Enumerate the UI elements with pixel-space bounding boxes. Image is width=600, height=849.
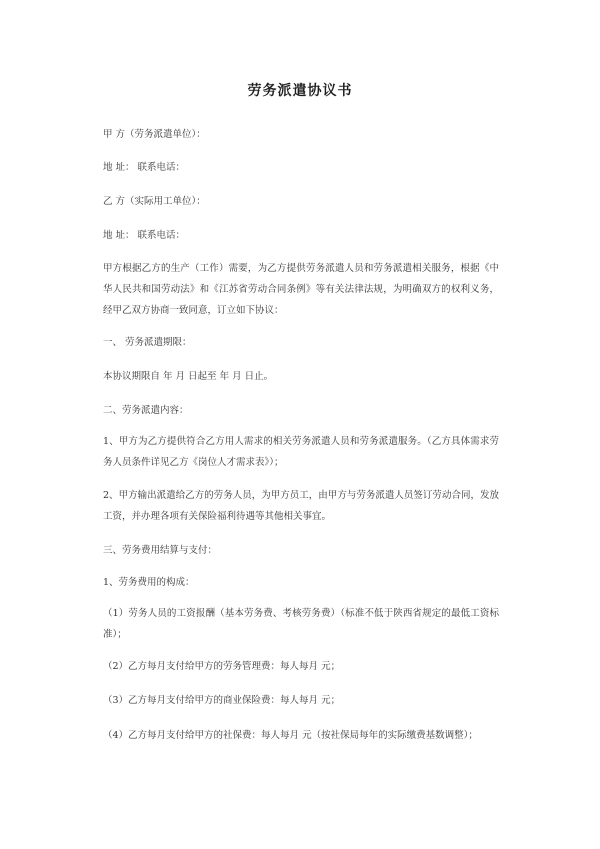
section-2-item-1: 1、甲方为乙方提供符合乙方用人需求的相关劳务派遣人员和劳务派遣服务。（乙方具体需求劳务人员条件详见乙方《岗位人才需求表》）； [103, 436, 499, 468]
section-2-heading: 二、劳务派遣内容： [103, 405, 189, 416]
fee-item-3: （3）乙方每月支付给甲方的商业保险费：每人每月 元； [103, 695, 341, 706]
fee-item-4: （4）乙方每月支付给甲方的社保费：每人每月 元（按社保局每年的实际缴费基数调整）； [103, 730, 478, 741]
section-1-text: 本协议期限自 年 月 日起至 年 月 日止。 [103, 371, 274, 382]
party-a-address-line: 地 址： 联系电话： [103, 162, 186, 173]
party-b-line: 乙 方（实际用工单位）： [103, 196, 206, 207]
section-3-heading: 三、劳务费用结算与支付： [103, 545, 218, 556]
party-a-line: 甲 方（劳务派遣单位）： [103, 129, 206, 140]
section-3-subheading: 1、劳务费用的构成： [103, 577, 195, 588]
intro-paragraph: 甲方根据乙方的生产（工作）需要，为乙方提供劳务派遣人员和劳务派遣相关服务，根据《中华人民共和国劳动法》和《江苏省劳动合同条例》等有关法律法规，为明确双方的权利义务，经甲乙双方协商一致同意，订立如下协议： [103, 263, 499, 316]
document-title: 劳务派遣协议书 [247, 83, 353, 99]
fee-item-2: （2）乙方每月支付给甲方的劳务管理费：每人每月 元； [103, 661, 341, 672]
fee-item-1: （1）劳务人员的工资报酬（基本劳务费、考核劳务费）（标准不低于陕西省规定的最低工资标准）； [103, 608, 499, 640]
section-2-item-2: 2、甲方输出派遣给乙方的劳务人员，为甲方员工，由甲方与劳务派遣人员签订劳动合同，发放工资，并办理各项有关保险福利待遇等其他相关事宜。 [103, 490, 499, 522]
section-1-heading: 一、 劳务派遣期限： [103, 337, 192, 348]
party-b-address-line: 地 址： 联系电话： [103, 230, 186, 241]
